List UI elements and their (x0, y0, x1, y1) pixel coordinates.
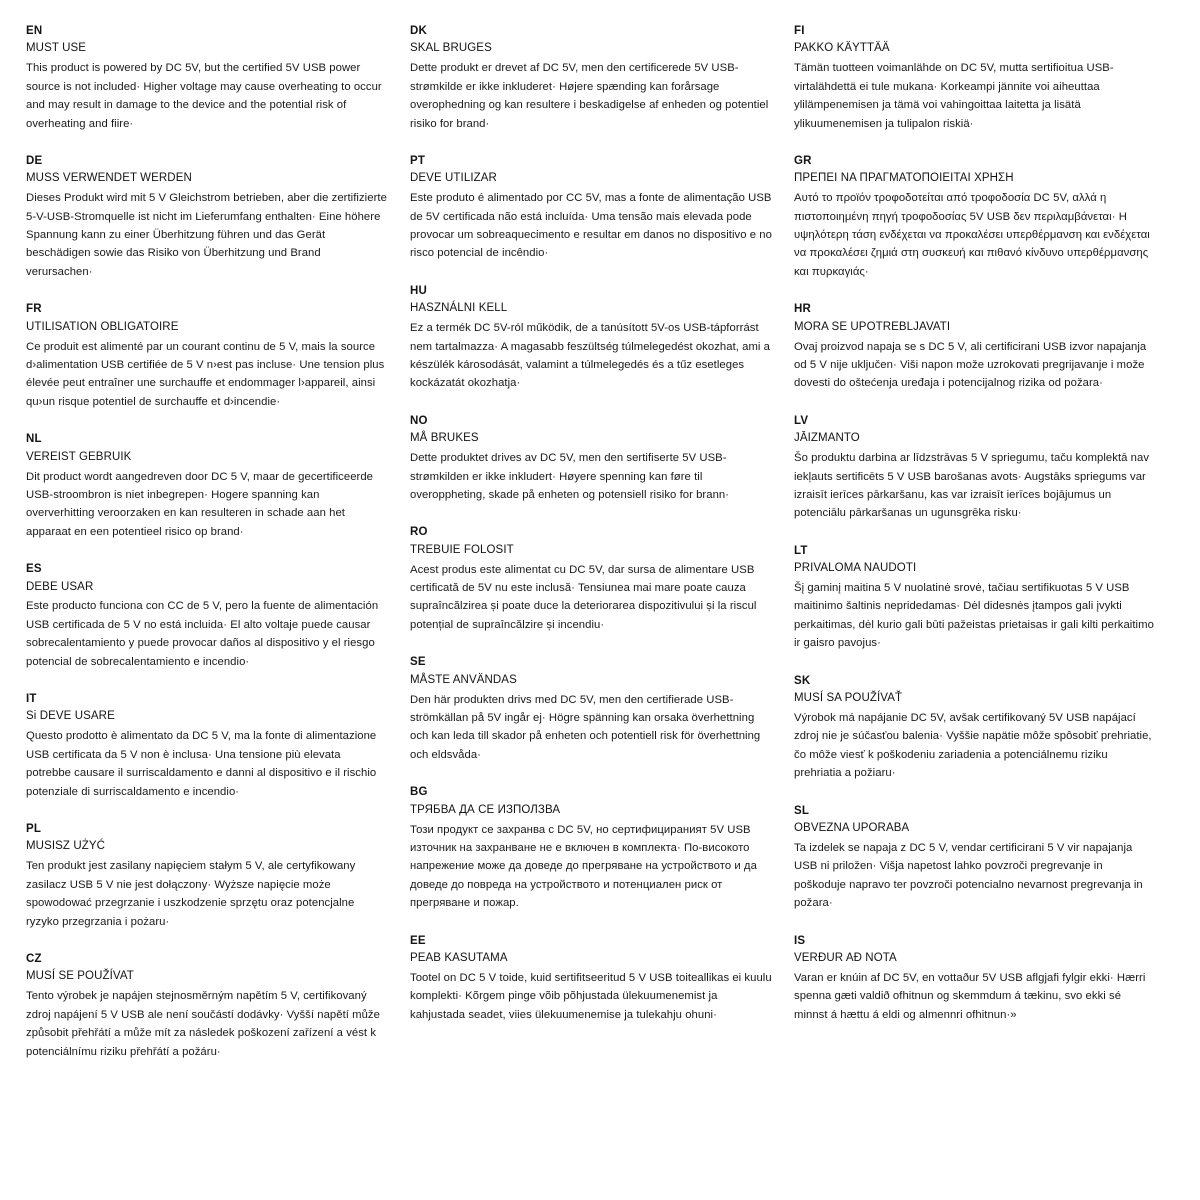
column-2 (410, 24, 772, 1045)
language-entry (26, 154, 388, 281)
language-entry (410, 24, 772, 133)
language-entry (26, 432, 388, 541)
language-code: IS (794, 934, 806, 947)
language-code: HR (794, 303, 812, 316)
entry-body: Questo prodotto è alimentato da DC 5 V, ma la fonte di alimentazione USB certificata da 5 V non è inclusa· Una tensione più elevata potrebbe causare il surriscaldamento e danni al dispositivo e il rischio potenziale di surriscaldamento e incendio· (26, 730, 377, 798)
language-entry (410, 934, 772, 1025)
entry-heading: HASZNÁLNI KELL (410, 302, 508, 315)
language-code: LT (794, 544, 808, 557)
entry-heading: VEREIST GEBRUIK (26, 450, 132, 463)
entry-heading: ТРЯБВА ДА СЕ ИЗПОЛЗВА (410, 803, 561, 816)
entry-heading: DEBE USAR (26, 580, 94, 593)
language-code: PL (26, 823, 42, 836)
language-entry (26, 822, 388, 931)
language-entry (410, 414, 772, 505)
entry-heading: PAKKO KÄYTTÄÄ (794, 42, 890, 55)
language-entry (794, 154, 1156, 281)
language-code: ES (26, 563, 42, 576)
entry-heading: JĀIZMANTO (794, 432, 860, 445)
language-entry (410, 655, 772, 764)
entry-body: Varan er knúin af DC 5V, en vottaður 5V USB aflgjafi fylgir ekki· Hærri spenna gæti valdið ofhitnun og skemmdum á tækinu, svo ekki sé minnst á hættu á eldi og almennri ofhitnun·» (794, 971, 1146, 1021)
language-entry (26, 24, 388, 133)
entry-heading: MUSISZ UŻYĆ (26, 840, 106, 853)
language-entry (794, 24, 1156, 133)
language-entry (794, 414, 1156, 523)
entry-heading: PRIVALOMA NAUDOTI (794, 562, 917, 575)
entry-heading: ΠΡΕΠΕΙ ΝΑ ΠΡΑΓΜΑΤΟΠΟΙΕΙΤΑΙ ΧΡΗΣΗ (794, 172, 1014, 185)
entry-body: This product is powered by DC 5V, but the certified 5V USB power source is not included· Higher voltage may cause overheating to occur and may result in damage to the device and the potential risk of overheating and fiire· (26, 62, 382, 130)
entry-heading: VERÐUR AÐ NOTA (794, 951, 897, 964)
entry-body: Ta izdelek se napaja z DC 5 V, vendar certificirani 5 V vir napajanja USB ni priložen· Višja napetost lahko povzroči pregrevanje in poškoduje napravo ter povzroči potencialno nevarnost pregrevanja in požara· (794, 841, 1143, 910)
language-entry (26, 692, 388, 801)
entry-body: Šį gaminį maitina 5 V nuolatinė srovė, tačiau sertifikuotas 5 V USB maitinimo šaltinis nepridedamas· Dėl didesnės įtampos gali įvykti perkaitimas, dėl kurio gali būti pažeistas prietaisas ir gali kilti perkaitimo ir gaisro pavojus· (794, 582, 1154, 650)
entry-heading: Si DEVE USARE (26, 710, 115, 723)
language-entry (410, 785, 772, 912)
entry-heading: TREBUIE FOLOSIT (410, 543, 514, 556)
language-entry (26, 562, 388, 671)
language-code: IT (26, 693, 37, 706)
entry-body: Dit product wordt aangedreven door DC 5 V, maar de gecertificeerde USB-stroombron is niet inbegrepen· Hogere spanning kan oververhitting veroorzaken en kan resulteren in schade aan het apparaat en een potentieel risico op brand· (26, 470, 373, 538)
language-code: CZ (26, 952, 42, 965)
language-code: LV (794, 414, 809, 427)
language-entry (26, 302, 388, 411)
language-entry (794, 804, 1156, 913)
entry-body: Den här produkten drivs med DC 5V, men den certifierade USB-strömkällan på 5V ingår ej· Högre spänning kan orsaka överhettning och kan leda till skador på enheten och potentiell risk för överhettning och eldsvåda· (410, 693, 761, 761)
entry-body: Dette produktet drives av DC 5V, men den sertifiserte 5V USB-strømkilden er ikke inkludert· Høyere spenning kan føre til overoppheting, skade på enheten og potensiell risiko for brann· (410, 452, 730, 501)
language-code: FI (794, 25, 805, 37)
language-code: FR (26, 303, 42, 316)
entry-body: Ten produkt jest zasilany napięciem stałym 5 V, ale certyfikowany zasilacz USB 5 V nie jest dołączony· Wyższe napięcie może spowodować przegrzanie i uszkodzenie sprzętu oraz potencjalne ryzyko przegrzania i pożaru· (26, 860, 356, 928)
entry-body: Tämän tuotteen voimanlähde on DC 5V, mutta sertifioitua USB-virtalähdettä ei tule mukana· Korkeampi jännite voi aiheuttaa ylilämpenemisen ja tämä voi vahingoittaa laitetta ja lisätä ylikuumenemisen ja tulipalon riskiä· (794, 62, 1114, 130)
language-columns (26, 24, 1174, 1082)
language-code: DE (26, 154, 43, 167)
language-entry (794, 934, 1156, 1025)
entry-body: Αυτό το προϊόν τροφοδοτείται από τροφοδοσία DC 5V, αλλά η πιστοποιημένη πηγή τροφοδοσίας 5V USB δεν περιλαμβάνεται· Η υψηλότερη τάση ενδέχεται να προκαλέσει υπερθέρμανση και ενδέχεται να προκαλέσει ζημιά στη συσκευή και πιθανό κίνδυνο υπερθέρμανσης και πυρκαγιάς· (794, 192, 1150, 278)
entry-heading: PEAB KASUTAMA (410, 951, 508, 964)
language-entry (794, 302, 1156, 393)
language-code: RO (410, 526, 428, 539)
entry-body: Tootel on DC 5 V toide, kuid sertifitseeritud 5 V USB toiteallikas ei kuulu komplekti· Kõrgem pinge võib põhjustada ülekuumenemist ja kahjustada seadet, viies ülekuumenemise ja tulekahju ohuni· (410, 971, 772, 1021)
entry-heading: OBVEZNA UPORABA (794, 822, 910, 834)
entry-body: Acest produs este alimentat cu DC 5V, dar sursa de alimentare USB certificată de 5V nu este inclusă· Tensiunea mai mare poate cauza supraîncălzirea și poate duce la deteriorarea dispozitivului și la riscul potențial de supraîncălzire și incendiu· (410, 563, 757, 631)
column-3 (794, 24, 1156, 1045)
entry-body: Ovaj proizvod napaja se s DC 5 V, ali certificirani USB izvor napajanja od 5 V nije uključen· Viši napon može uzrokovati pregrijavanje i može dovesti do oštećenja uređaja i potencijalnog rizika od požara· (794, 340, 1147, 390)
entry-heading: MORA SE UPOTREBLJAVATI (794, 320, 951, 333)
language-entry (410, 154, 772, 263)
entry-body: Este producto funciona con CC de 5 V, pero la fuente de alimentación USB certificada de 5 V no está incluida· El alto voltaje puede causar sobrecalentamiento y puede provocar daños al dispositivo y el riesgo potencial de sobrecalentamiento e incendio· (26, 600, 379, 668)
language-code: GR (794, 154, 812, 167)
language-code: EN (26, 25, 43, 37)
entry-heading: SKAL BRUGES (410, 42, 492, 55)
language-entry (26, 952, 388, 1061)
column-1 (26, 24, 388, 1082)
language-code: BG (410, 786, 428, 799)
language-entry (794, 674, 1156, 783)
language-code: EE (410, 934, 426, 947)
language-entry (794, 544, 1156, 653)
entry-heading: MÅSTE ANVÄNDAS (410, 673, 517, 686)
entry-body: Este produto é alimentado por CC 5V, mas a fonte de alimentação USB de 5V certificada não está incluída· Uma tensão mais elevada pode provocar um sobreaquecimento e resultar em danos no dispositivo e no risco potencial de incêndio· (410, 192, 772, 260)
entry-heading: MUSÍ SE POUŽÍVAT (26, 970, 134, 983)
language-code: SK (794, 674, 811, 687)
entry-body: Dieses Produkt wird mit 5 V Gleichstrom betrieben, aber die zertifizierte 5-V-USB-Stromquelle ist nicht im Lieferumfang enthalten· Eine höhere Spannung kann zu einer Überhitzung führen und das Gerät beschädigen sowie das Risiko von Überhitzung und Brand verursachen· (26, 192, 387, 278)
entry-heading: MUST USE (26, 42, 87, 55)
language-code: SL (794, 804, 810, 817)
entry-body: Ez a termék DC 5V-ról működik, de a tanúsított 5V-os USB-tápforrást nem tartalmazza· A magasabb feszültség túlmelegedést okozhat, ami a készülék károsodását, valamint a túlmelegedés és a tűz esetleges kockázatát okozhatja· (410, 322, 771, 390)
language-code: PT (410, 154, 426, 167)
language-code: HU (410, 284, 428, 297)
entry-body: Ce produit est alimenté par un courant continu de 5 V, mais la source d›alimentation USB certifiée de 5 V n›est pas incluse· Une tension plus élevée peut entraîner une surchauffe et endommager l›appareil, ainsi qu›un risque potentiel de surchauffe et d›incendie· (26, 340, 385, 408)
language-entry (410, 284, 772, 393)
language-code: NL (26, 433, 42, 446)
entry-heading: MÅ BRUKES (410, 432, 479, 445)
entry-heading: MUSÍ SA POUŽÍVAŤ (794, 692, 903, 705)
entry-body: Dette produkt er drevet af DC 5V, men den certificerede 5V USB-strømkilde er ikke inkluderet· Højere spænding kan forårsage overophedning og kan resultere i beskadigelse af enheden og potentiel risiko for brand· (410, 62, 769, 130)
entry-heading: UTILISATION OBLIGATOIRE (26, 320, 179, 333)
language-code: DK (410, 25, 428, 37)
entry-heading: MUSS VERWENDET WERDEN (26, 172, 192, 185)
entry-body: Този продукт се захранва с DC 5V, но сертифицираният 5V USB източник на захранване не е включен в комплекта· По-високото напрежение може да доведе до прегряване на устройството и да доведе до повреда на устройството и потенциален риск от прегряване и пожар. (410, 823, 757, 910)
entry-body: Tento výrobek je napájen stejnosměrným napětím 5 V, certifikovaný zdroj napájení 5 V USB ale není součástí dodávky· Vyšší napětí může způsobit přehřátí a může mít za následek poškození zařízení a vést k potenciálnímu riziku přehřátí a požáru· (26, 990, 380, 1058)
entry-body: Výrobok má napájanie DC 5V, avšak certifikovaný 5V USB napájací zdroj nie je súčasťou balenia· Vyššie napätie môže spôsobiť prehriatie, čo môže viesť k poškodeniu zariadenia a potenciálnemu riziku prehriatia a požiaru· (794, 712, 1152, 780)
entry-heading: DEVE UTILIZAR (410, 172, 497, 185)
entry-body: Šo produktu darbina ar līdzstrāvas 5 V spriegumu, taču komplektā nav iekļauts sertificēts 5 V USB barošanas avots· Augstāks spriegums var izraisīt ierīces pārkaršanu, kas var izraisīt ierīces bojājumus un potenciālu pārkaršanas un ugunsgrēka risku· (794, 452, 1150, 520)
language-code: NO (410, 414, 428, 427)
language-code: SE (410, 656, 426, 669)
language-entry (410, 525, 772, 634)
